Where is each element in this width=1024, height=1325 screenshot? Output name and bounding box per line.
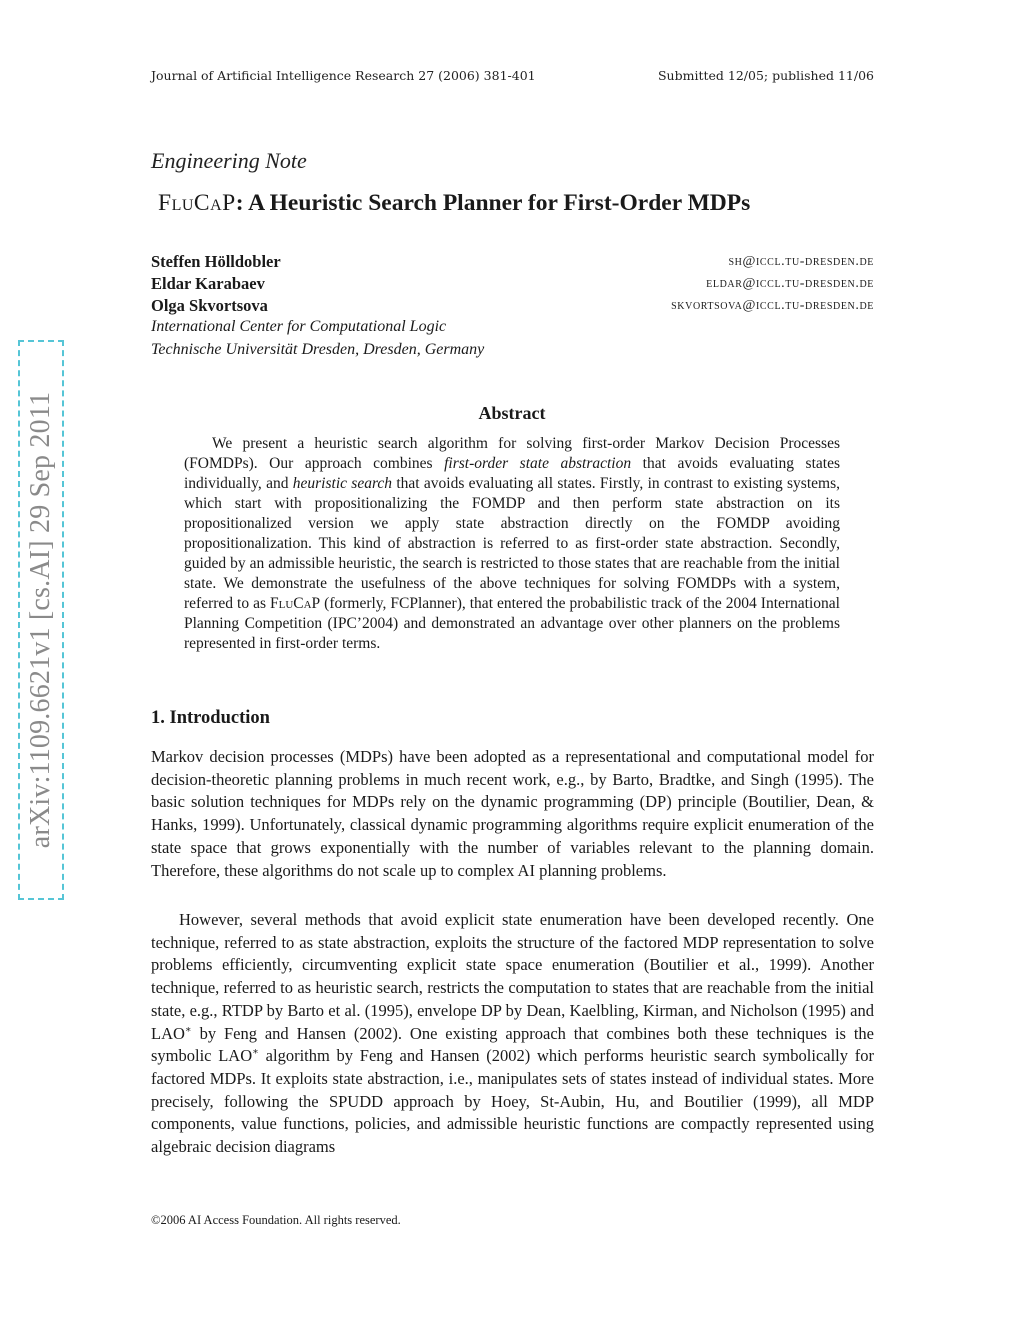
author-row bbox=[151, 252, 874, 274]
affiliation-line: Technische Universität Dresden, Dresden, Germany bbox=[151, 341, 485, 358]
abstract-segment: We present a heuristic search algorithm for solving first-order Markov Decision Processes (FOMDPs). Our approach combines bbox=[184, 435, 840, 472]
system-name: FluCaP bbox=[158, 190, 236, 216]
section-heading-introduction: 1. Introduction bbox=[151, 708, 270, 728]
author-row bbox=[151, 296, 874, 318]
abstract-emphasis: heuristic search bbox=[292, 475, 393, 492]
paragraph-segment: However, several methods that avoid explicit state enumeration have been developed recently. One technique, referred to as state abstraction, exploits the structure of the factored MDP representation to solve problems efficiently, circumventing explicit state space enumeration (Boutilier et al., 1999). Another technique, referred to as heuristic search, restricts the computation to states that are reachable from the initial state, e.g., RTDP by Barto et al. (1995), envelope DP by Dean, Kaelbling, Kirman, and Nicholson (1995) and LAO bbox=[151, 910, 874, 1043]
arxiv-identifier-stamp[interactable]: arXiv:1109.6621v1 [cs.AI] 29 Sep 2011 bbox=[18, 340, 64, 900]
paragraph-segment: by Feng and Hansen (2002). One existing approach that combines both these techniques is the symbolic LAO bbox=[151, 1023, 874, 1066]
author-name: Eldar Karabaev bbox=[151, 274, 265, 293]
author-block bbox=[151, 252, 874, 364]
abstract-segment: that avoids evaluating states individually, and bbox=[184, 455, 840, 492]
abstract-heading: Abstract bbox=[478, 403, 546, 423]
copyright-notice: ©2006 AI Access Foundation. All rights reserved. bbox=[151, 1213, 401, 1227]
body-paragraph: Markov decision processes (MDPs) have been adopted as a representational and computational model for decision-theoretic planning problems in much recent work, e.g., by Barto, Bradtke, and Singh (1995). The basic solution techniques for MDPs rely on the dynamic programming (DP) principle (Boutilier, Dean, & Hanks, 1999). Unfortunately, classical dynamic programming algorithms require explicit enumeration of the state space that grows exponentially with the number of variables relevant to the planning domain. Therefore, these algorithms do not scale up to complex AI planning problems. bbox=[151, 747, 874, 880]
abstract-segment: (formerly, FCPlanner), that entered the probabilistic track of the 2004 International Planning Competition (IPC’2004) and demonstrated an advantage over other planners on the problems represented in first-order terms. bbox=[184, 595, 840, 652]
author-email[interactable]: eldar@iccl.tu-dresden.de bbox=[706, 276, 874, 291]
title-text: : A Heuristic Search Planner for First-Order MDPs bbox=[235, 190, 751, 216]
affiliation-line: International Center for Computational Logic bbox=[151, 318, 447, 335]
author-email[interactable]: skvortsova@iccl.tu-dresden.de bbox=[671, 298, 874, 313]
submission-dates: Submitted 12/05; published 11/06 bbox=[657, 68, 874, 83]
paper-title bbox=[158, 190, 750, 217]
journal-citation: Journal of Artificial Intelligence Research 27 (2006) 381-401 bbox=[151, 68, 536, 83]
abstract-system-name: FluCaP bbox=[269, 595, 321, 612]
author-name: Steffen Hölldobler bbox=[151, 252, 281, 271]
superscript: ∗ bbox=[252, 1046, 259, 1058]
body-paragraph bbox=[151, 909, 874, 1159]
abstract-emphasis: first-order state abstraction bbox=[444, 455, 632, 472]
author-name: Olga Skvortsova bbox=[151, 296, 268, 315]
author-email[interactable]: sh@iccl.tu-dresden.de bbox=[728, 254, 874, 269]
abstract-text bbox=[184, 434, 840, 654]
note-type-label: Engineering Note bbox=[151, 148, 307, 173]
author-row bbox=[151, 274, 874, 296]
superscript: ∗ bbox=[184, 1024, 192, 1036]
abstract-segment: that avoids evaluating all states. Firstly, in contrast to existing systems, which start with propositionalizing the FOMDP and then perform state abstraction on its propositionalized version we apply state abstraction directly on the FOMDP avoiding propositionalization. This kind of abstraction is referred to as first-order state abstraction. Secondly, guided by an admissible heuristic, the search is restricted to those states that are reachable from the initial state. We demonstrate the usefulness of the above techniques for solving FOMDPs with a system, referred to as bbox=[184, 475, 840, 612]
paragraph-segment: algorithm by Feng and Hansen (2002) which performs heuristic search symbolically for factored MDPs. It exploits state abstraction, i.e., manipulates sets of states instead of individual states. More precisely, following the SPUDD approach by Hoey, St-Aubin, Hu, and Boutilier (1999), all MDP components, value functions, policies, and admissible heuristic functions are compactly represented using algebraic decision diagrams bbox=[151, 1046, 874, 1157]
